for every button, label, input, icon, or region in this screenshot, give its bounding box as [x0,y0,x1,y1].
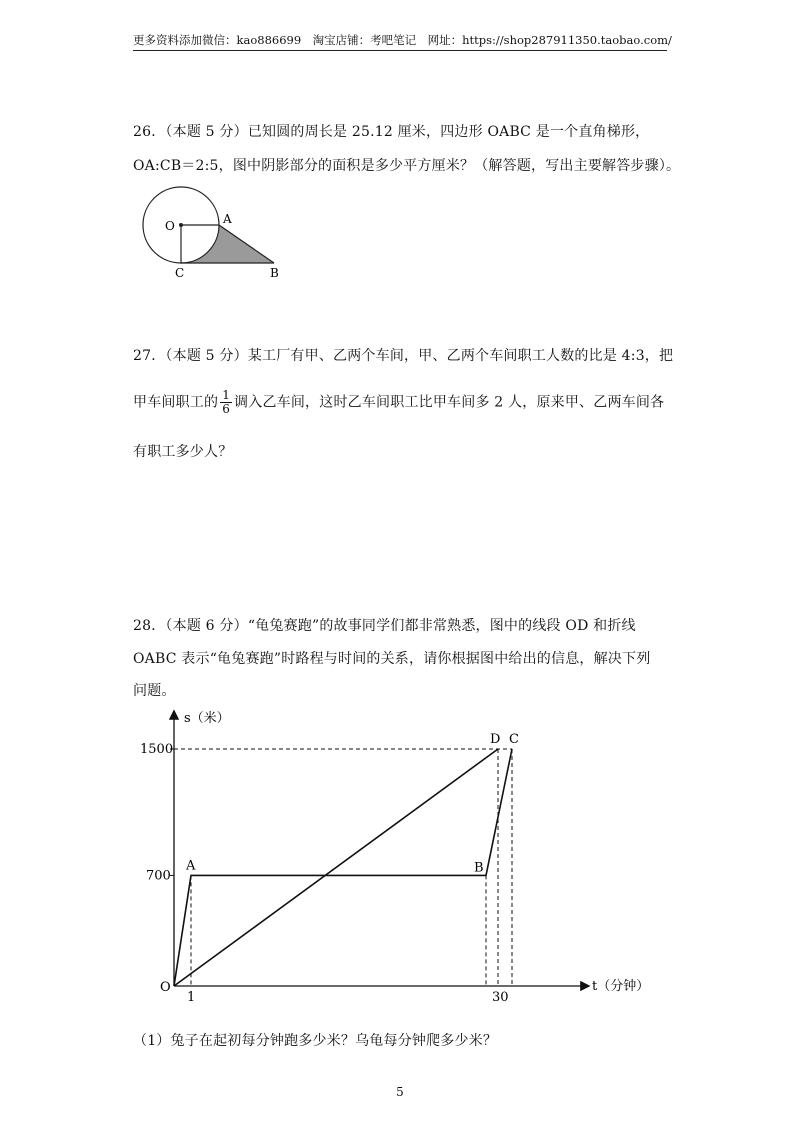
origin-label: O [160,980,171,995]
label-C: C [175,266,185,280]
page-number: 5 [396,1085,404,1099]
q28-sub-question-1: （1）兔子在起初每分钟跑多少米？乌龟每分钟爬多少米？ [133,1033,498,1049]
q27-line2-after: 调入乙车间，这时乙车间职工比甲车间多 2 人，原来甲、乙两车间各 [234,394,665,411]
fraction-numerator: 1 [222,388,231,402]
q28-text-line2: OABC 表示“龟兔赛跑”时路程与时间的关系，请你根据图中给出的信息，解决下列 [133,651,651,667]
series-line-tortoise-OD [174,749,498,986]
q27-text-line3: 有职工多少人？ [133,444,233,460]
x-tick-label-30: 30 [492,990,509,1005]
label-A: A [223,212,232,226]
y-axis-label: s（米） [184,711,230,726]
y-tick-label-700: 700 [146,868,171,884]
y-tick-label-1500: 1500 [140,742,174,757]
series-line-rabbit-OABC [174,749,512,986]
x-axis-label: t（分钟） [592,979,650,994]
q28-text-line3: 问题。 [133,683,176,699]
q26-text-line2: OA:CB＝2:5，图中阴影部分的面积是多少平方厘米？（解答题，写出主要解答步骤）。 [133,158,681,174]
label-B: B [270,266,279,280]
point-label-C: C [509,732,519,747]
q28-text-line1: 28．（本题 6 分）“龟兔赛跑”的故事同学们都非常熟悉，图中的线段 OD 和折线 [133,618,636,634]
x-tick-label-1: 1 [187,990,196,1005]
q27-text-line1: 27．（本题 5 分）某工厂有甲、乙两个车间，甲、乙两个车间职工人数的比是 4:3，把 [133,348,674,364]
point-label-B: B [474,860,484,876]
point-label-A: A [186,858,196,874]
point-label-D: D [490,732,501,747]
q26-text-line1: 26．（本题 5 分）已知圆的周长是 25.12 厘米，四边形 OABC 是一个直角梯形， [133,124,650,140]
page-header: 更多资料添加微信：kao886699 淘宝店铺：考吧笔记 网址：https://shop287911350.taobao.com/ [133,33,672,47]
fraction-denominator: 6 [222,402,231,416]
chart-marks [140,732,519,1005]
label-O: O [165,219,175,233]
q27-line2-before: 甲车间职工的 [133,394,219,411]
